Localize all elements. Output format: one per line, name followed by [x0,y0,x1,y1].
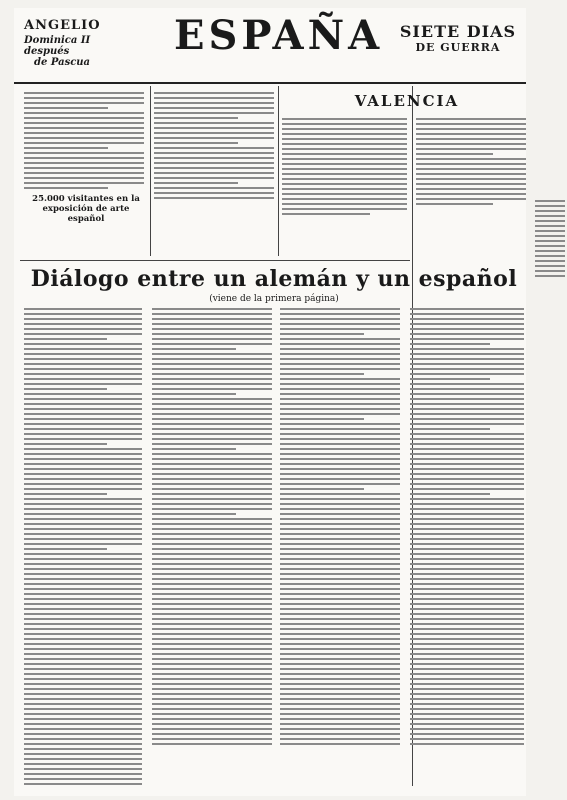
left-ear-box [24,18,124,68]
main-article-headline: Diálogo entre un alemán y un español [30,266,518,292]
article-body-column-4 [410,308,524,748]
column-4-text-block [416,118,526,208]
left-ear-subtitle-1: Dominica II después [24,35,91,57]
valencia-headline: VALENCIA [354,92,460,110]
visitors-headline: 25.000 visitantes en la exposición de arte español [32,194,140,224]
article-body-column-2 [152,308,272,748]
column-3-text-block [282,118,407,218]
adjacent-page-edge [535,200,565,280]
right-ear-title-1: SIETE DIAS [399,22,517,41]
left-ear-subtitle-2: de Pascua [34,57,91,68]
section-divider [20,260,410,261]
column-1-text-block [24,92,144,192]
newspaper-logo: ESPAÑA [174,12,384,59]
main-article-subheadline: (viene de la primera página) [209,294,339,304]
article-body-column-3 [280,308,400,748]
right-ear-box [398,22,518,54]
newspaper-page [14,8,526,796]
left-ear-title: ANGELIO [24,18,101,33]
column-2-text-block [154,92,274,202]
masthead [14,8,526,84]
article-body-column-1 [24,308,142,788]
column-divider [150,86,151,256]
column-divider [278,86,279,256]
right-ear-title-2: DE GUERRA [415,41,501,54]
